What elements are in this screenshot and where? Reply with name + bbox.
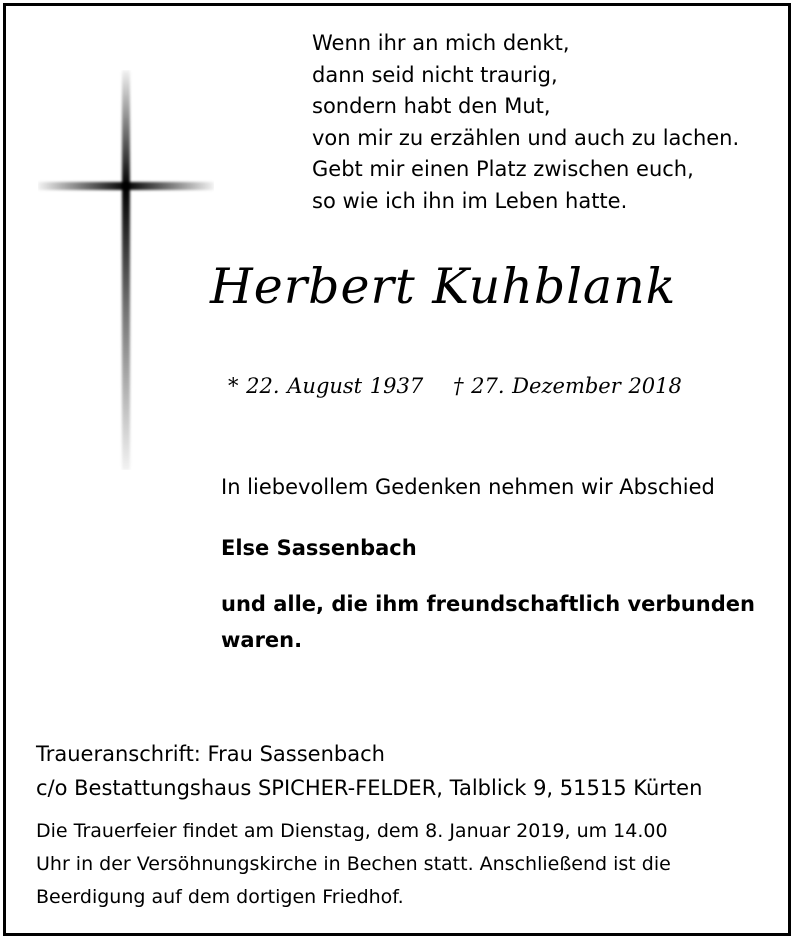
- farewell-text: In liebevollem Gedenken nehmen wir Abschied: [221, 475, 715, 499]
- poem: [312, 28, 739, 217]
- service-line: Die Trauerfeier findet am Dienstag, dem 8. Januar 2019, um 14.00: [36, 820, 668, 842]
- service-line: Uhr in der Versöhnungskirche in Bechen statt. Anschließend ist die: [36, 853, 671, 875]
- poem-line: so wie ich ihn im Leben hatte.: [312, 188, 628, 213]
- cross-icon: [38, 70, 214, 470]
- address-line: Traueranschrift: Frau Sassenbach: [36, 742, 385, 766]
- poem-line: Wenn ihr an mich denkt,: [312, 31, 570, 55]
- poem-line: sondern habt den Mut,: [312, 94, 551, 118]
- address-line: c/o Bestattungshaus SPICHER-FELDER, Talblick 9, 51515 Kürten: [36, 776, 703, 800]
- birth-date: * 22. August 1937: [228, 374, 424, 398]
- poem-line: dann seid nicht traurig,: [312, 62, 558, 87]
- poem-line: Gebt mir einen Platz zwischen euch,: [312, 157, 694, 181]
- friends-text: und alle, die ihm freundschaftlich verbunden waren.: [221, 592, 755, 652]
- deceased-name: Herbert Kuhblank: [210, 258, 677, 315]
- mourning-address: [36, 737, 702, 805]
- poem-line: von mir zu erzählen und auch zu lachen.: [312, 125, 740, 150]
- death-date: † 27. Dezember 2018: [452, 374, 682, 398]
- mourner-name: Else Sassenbach: [221, 536, 417, 560]
- life-dates: [228, 374, 682, 398]
- service-info: [36, 815, 671, 914]
- service-line: Beerdigung auf dem dortigen Friedhof.: [36, 886, 404, 908]
